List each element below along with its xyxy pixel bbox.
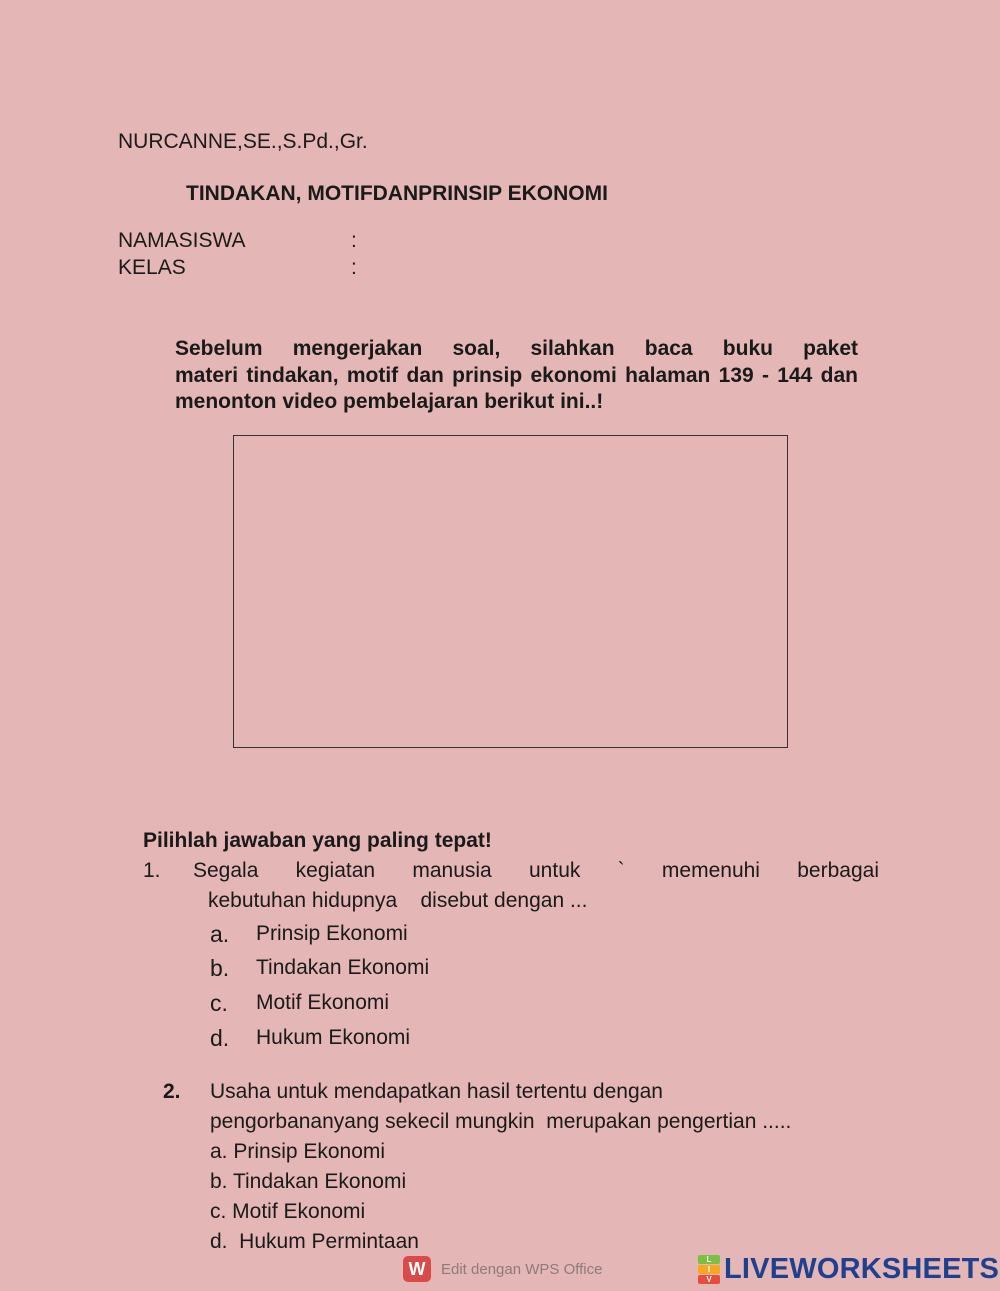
q2-option-d[interactable]: d. Hukum Permintaan bbox=[210, 1230, 419, 1253]
class-colon: : bbox=[351, 256, 357, 279]
wps-office-badge[interactable] bbox=[403, 1256, 602, 1282]
q2-option-b[interactable]: b. Tindakan Ekonomi bbox=[210, 1170, 407, 1193]
question-1-text-line-1: Segala kegiatan manusia untuk ` memenuhi berbagai bbox=[193, 859, 879, 882]
class-label: KELAS bbox=[118, 256, 186, 279]
liveworksheets-icon bbox=[698, 1255, 720, 1285]
q1-option-b[interactable]: Tindakan Ekonomi bbox=[256, 956, 430, 979]
question-1-text-line-2: kebutuhan hidupnya disebut dengan ... bbox=[208, 889, 588, 912]
intro-line-1: Sebelum mengerjakan soal, silahkan baca buku paket bbox=[175, 337, 858, 360]
wps-edit-text: Edit dengan WPS Office bbox=[441, 1260, 603, 1278]
question-2-number: 2. bbox=[163, 1080, 181, 1103]
q2-option-a[interactable]: a. Prinsip Ekonomi bbox=[210, 1140, 386, 1163]
lw-icon-letter-l: L bbox=[698, 1255, 720, 1264]
instruction-text: Pilihlah jawaban yang paling tepat! bbox=[143, 829, 492, 852]
q1-option-d[interactable]: Hukum Ekonomi bbox=[256, 1026, 411, 1049]
q1-option-b-letter: b. bbox=[210, 955, 230, 981]
student-name-colon: : bbox=[351, 229, 357, 252]
q1-option-d-letter: d. bbox=[210, 1025, 230, 1051]
question-1-number: 1. bbox=[143, 859, 161, 882]
intro-paragraph bbox=[175, 336, 858, 416]
q1-option-c-letter: c. bbox=[210, 990, 228, 1016]
q2-option-c[interactable]: c. Motif Ekonomi bbox=[210, 1200, 366, 1223]
wps-logo-icon: W bbox=[403, 1256, 431, 1282]
intro-line-2: materi tindakan, motif dan prinsip ekonomi halaman 139 - 144 dan bbox=[175, 363, 858, 387]
question-2-text-line-1: Usaha untuk mendapatkan hasil tertentu dengan bbox=[210, 1080, 663, 1103]
intro-line-3: menonton video pembelajaran berikut ini..! bbox=[175, 390, 604, 413]
student-name-label: NAMASISWA bbox=[118, 229, 246, 252]
worksheet-title: TINDAKAN, MOTIFDANPRINSIP EKONOMI bbox=[186, 182, 608, 205]
lw-icon-letter-i: I bbox=[698, 1265, 720, 1274]
author-name: NURCANNE,SE.,S.Pd.,Gr. bbox=[118, 130, 368, 153]
q1-option-a-letter: a. bbox=[210, 921, 230, 947]
question-2-text-line-2: pengorbananyang sekecil mungkin merupakan pengertian ..... bbox=[210, 1110, 792, 1133]
lw-icon-letter-v: V bbox=[698, 1275, 720, 1284]
liveworksheets-logo[interactable] bbox=[698, 1253, 999, 1286]
video-embed-frame[interactable] bbox=[233, 435, 788, 748]
q1-option-a[interactable]: Prinsip Ekonomi bbox=[256, 922, 408, 945]
liveworksheets-brand-text: LIVEWORKSHEETS bbox=[724, 1253, 1000, 1285]
q1-option-c[interactable]: Motif Ekonomi bbox=[256, 991, 390, 1014]
